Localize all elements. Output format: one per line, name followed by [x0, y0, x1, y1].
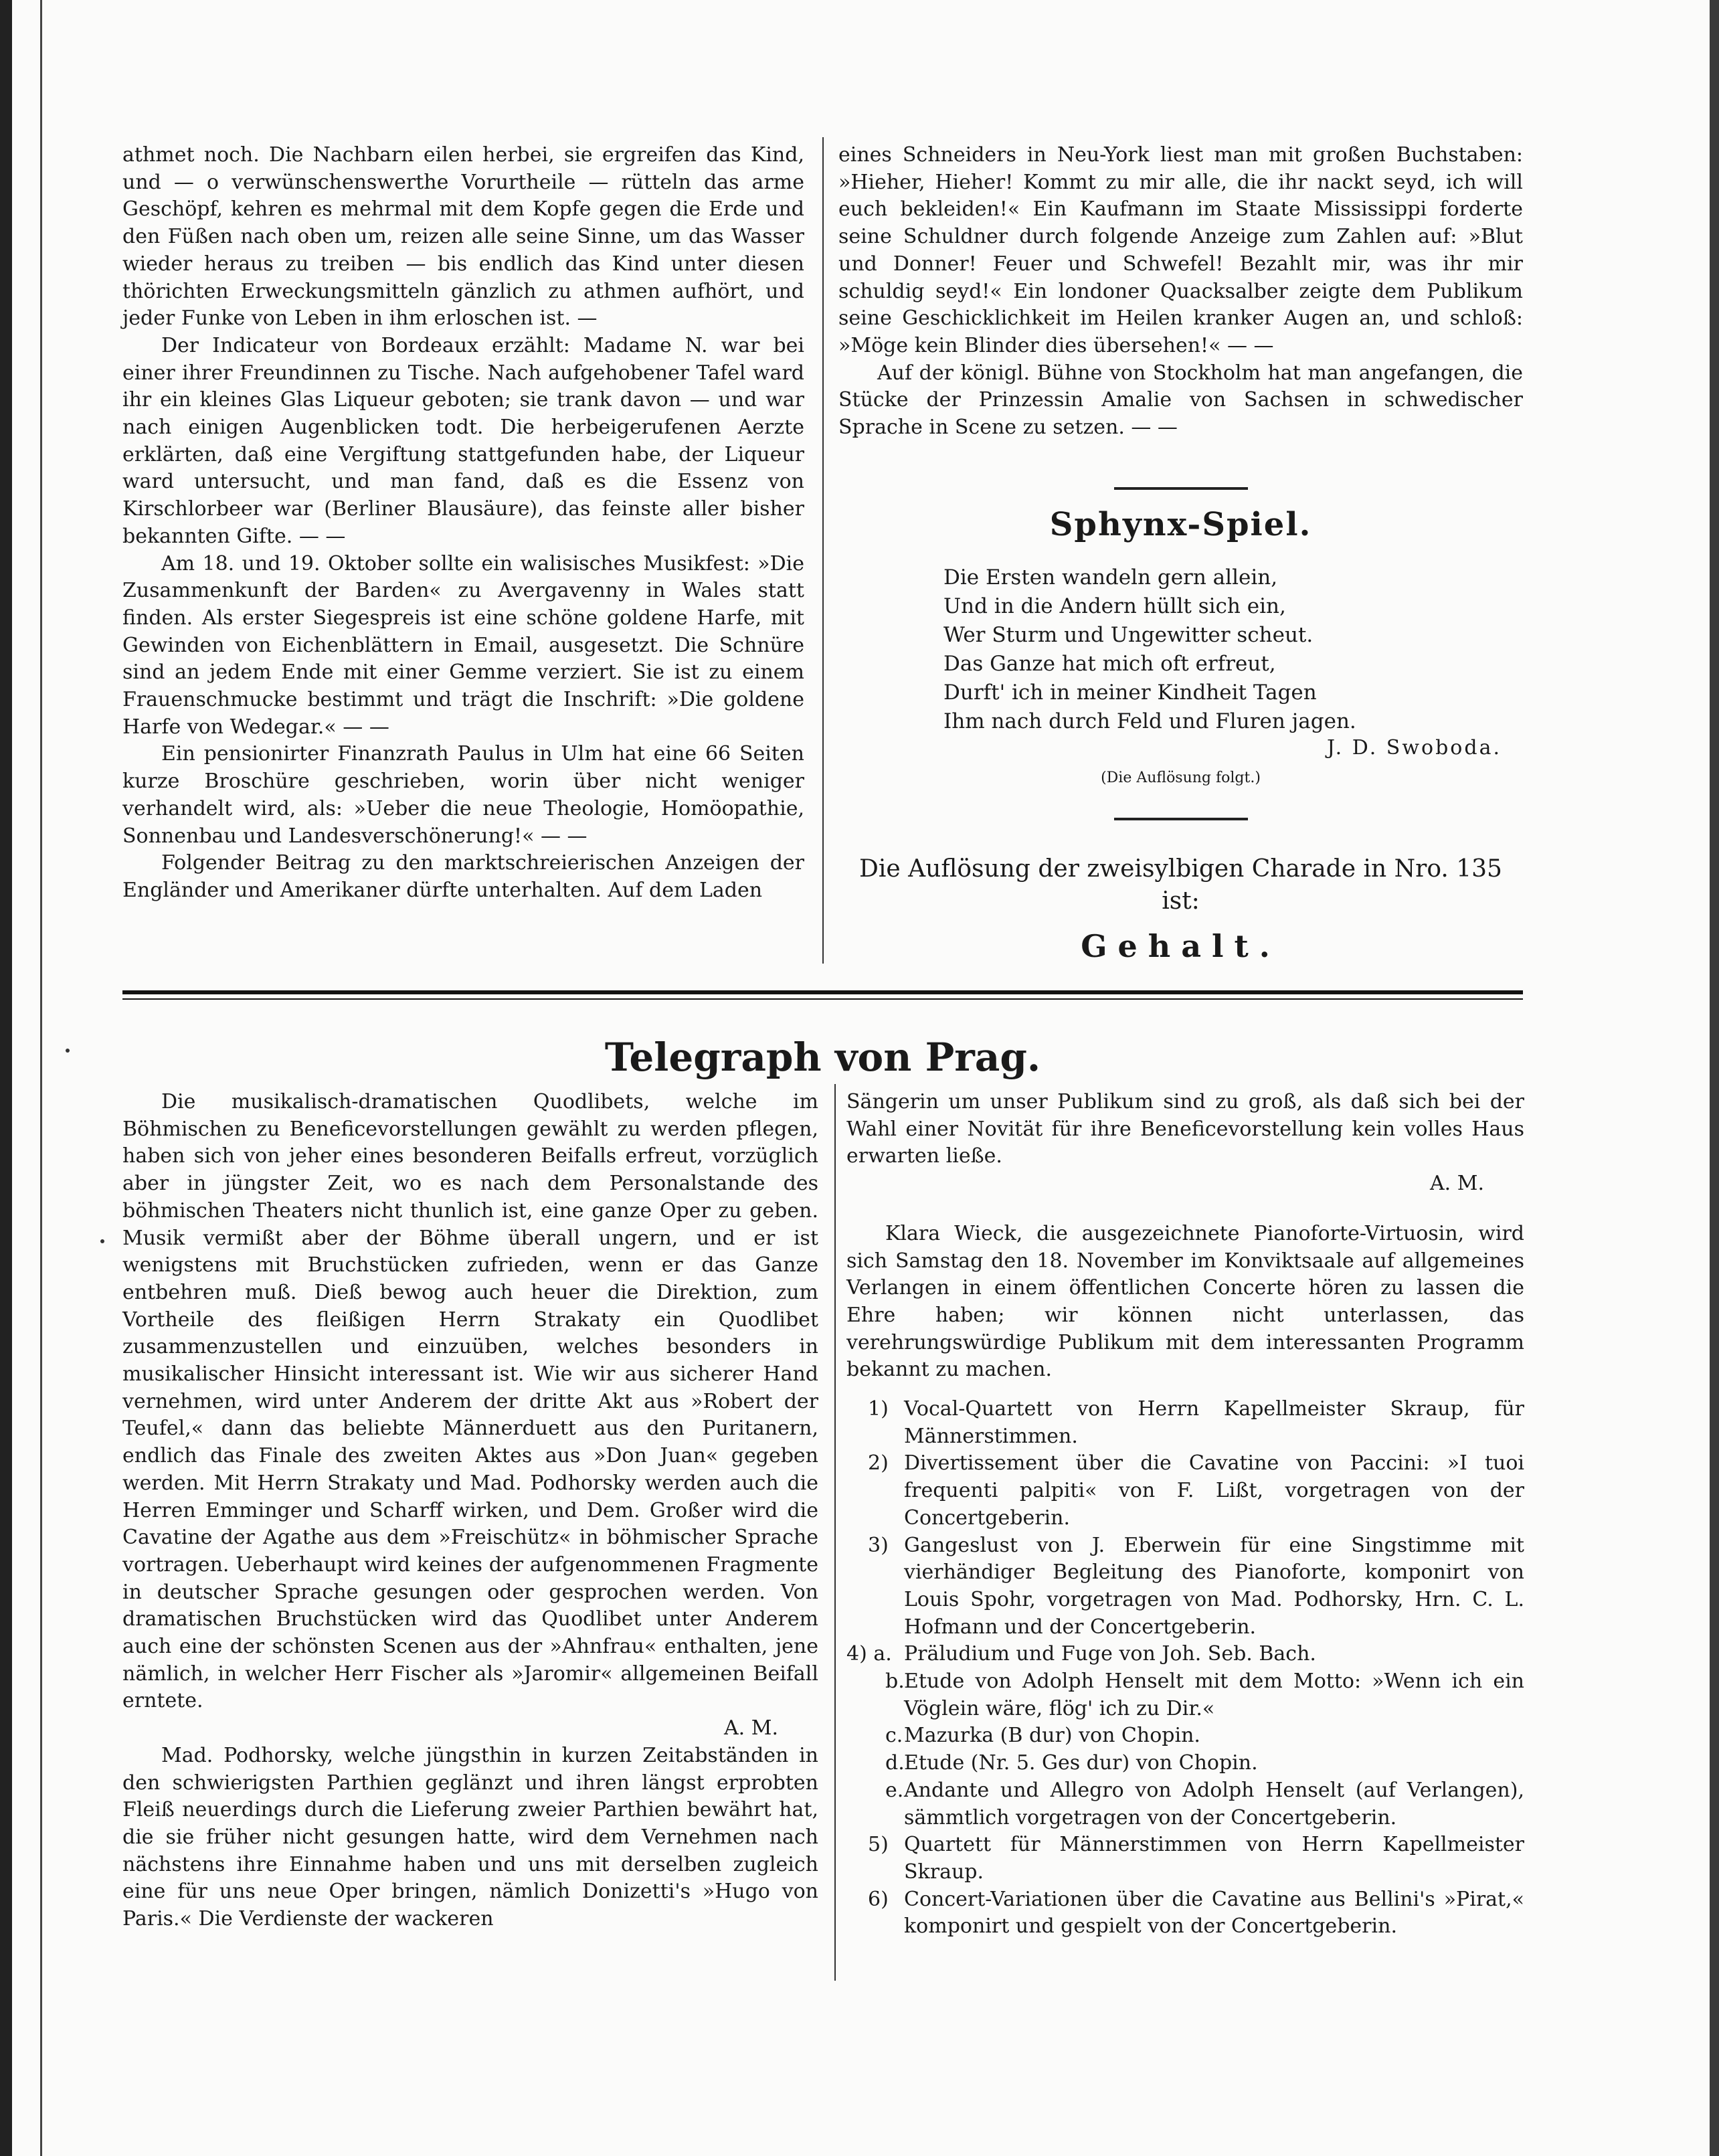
article-paragraph: Mad. Podhorsky, welche jüngsthin in kurzen Zeitabständen in den schwierigsten Parthien geglänzt und ihren längst erprobten Fleiß neuerdings durch die Lieferung zweier Parthien bewährt hat, die sie früher nicht gesungen hatte, wird dem Vernehmen nach nächstens ihre Einnahme haben und uns mit derselben zugleich eine für uns neue Oper bringen, nämlich Donizetti's »Hugo von Paris.« Die Verdienste der wackeren — [122, 1743, 818, 1931]
poem-line: Das Ganze hat mich oft erfreut, — [943, 652, 1276, 676]
section-divider — [1114, 487, 1248, 490]
program-item: 5) Quartett für Männerstimmen von Herrn Kapellmeister Skraup. — [868, 1833, 1524, 1884]
article-paragraph: Folgender Beitrag zu den marktschreierischen Anzeigen der Engländer und Amerikaner dürfte unterhalten. Auf dem Laden — [122, 851, 804, 902]
program-item: 1) Vocal-Quartett von Herrn Kapellmeister Skraup, für Männerstimmen. — [868, 1397, 1524, 1448]
scan-edge-left — [0, 0, 12, 2156]
column-divider-bottom — [834, 1084, 836, 1981]
top-right-column — [838, 142, 1523, 442]
column-divider-top — [822, 137, 824, 964]
top-left-column — [122, 142, 804, 905]
poem-line: Ihm nach durch Feld und Fluren jagen. — [943, 709, 1356, 733]
program-item: c. Mazurka (B dur) von Chopin. — [885, 1724, 1200, 1748]
concert-program — [846, 1396, 1524, 1941]
solution-line: Die Auflösung der zweisylbigen Charade in Nro. 135 — [859, 855, 1502, 883]
poem-line: Die Ersten wandeln gern allein, — [943, 565, 1278, 590]
solution-follows-note: (Die Auflösung folgt.) — [1101, 770, 1261, 786]
program-item: 3) Gangeslust von J. Eberwein für eine Singstimme mit vierhändiger Begleitung des Pianoforte, komponirt von Louis Spohr, vorgetragen von Mad. Podhorsky, Hrn. C. L. Hofmann und der Concertgeberin. — [868, 1533, 1524, 1639]
article-paragraph: Am 18. und 19. Oktober sollte ein walisisches Musikfest: »Die Zusammenkunft der Barden« zu Avergavenny in Wales statt finden. Als erster Siegespreis ist eine schöne goldene Harfe, mit Gewinden von Eichenblättern in Email, ausgesetzt. Die Schnüre sind an jedem Ende mit einer Gemme verziert. Sie ist zu einem Frauenschmucke bestimmt und trägt die Inschrift: »Die goldene Harfe von Wedegar.« — — — [122, 551, 804, 739]
bottom-left-column — [122, 1089, 818, 1933]
section-rule-thin — [122, 998, 1523, 1000]
article-paragraph: Der Indicateur von Bordeaux erzählt: Madame N. war bei einer ihrer Freundinnen zu Tische. Nach aufgehobener Tafel ward ihr ein kleines Glas Liqueur geboten; sie trank davon — und war nach einigen Augenblicken todt. Die herbeigerufenen Aerzte erklärten, daß eine Vergiftung stattgefunden habe, der Liqueur ward untersucht, und man fand, daß es die Essenz von Kirschlorbeer war (Berliner Blausäure), das feinste aller bisher bekannten Gifte. — — — [122, 333, 804, 548]
bottom-right-column — [846, 1089, 1524, 1941]
article-paragraph: Die musikalisch-dramatischen Quodlibets, welche im Böhmischen zu Beneficevorstellungen gewählt zu werden pflegen, haben sich von jeher eines besonderen Beifalls erfreut, vorzüglich aber in jüngster Zeit, wo es nach dem Personalstande des böhmischen Theaters nicht thunlich ist, eine ganze Oper zu geben. Musik vermißt aber der Böhme überall ungern, und er ist wenigstens mit Bruchstücken zufrieden, wenn er das Ganze entbehren muß. Dieß bewog auch heuer die Direktion, zum Vortheile des fleißigen Herrn Strakaty ein Quodlibet zusammenzustellen und einzuüben, welches besonders in musikalischer Hinsicht interessant ist. Wie wir aus sicherer Hand vernehmen, wird unter Anderem der dritte Akt aus »Robert der Teufel,« dann das beliebte Männerduett aus den Puritanern, endlich das Finale des zweiten Aktes aus »Don Juan« gegeben werden. Mit Herrn Strakaty und Mad. Podhorsky werden auch die Herren Emminger und Scharff wirken, und Dem. Großer wird die Cavatine der Agathe aus dem »Freischütz« in böhmischer Sprache vortragen. Ueberhaupt wird keines der aufgenommenen Fragmente in deutscher Sprache gesungen oder gesprochen werden. Von dramatischen Bruchstücken wird das Quodlibet unter Anderem auch eine der schönsten Scenen aus der »Ahnfrau« enthalten, jene nämlich, in welcher Herr Fischer als »Jaromir« allgemeinen Beifall erntete. — [122, 1090, 818, 1713]
poem-author: J. D. Swoboda. — [1326, 736, 1502, 759]
article-signature: A. M. — [1430, 1172, 1484, 1196]
program-item: d. Etude (Nr. 5. Ges dur) von Chopin. — [885, 1751, 1258, 1775]
scan-binding-line — [40, 0, 42, 2156]
article-signature: A. M. — [724, 1716, 778, 1740]
charade-solution-heading — [838, 853, 1523, 917]
section-rule-thick — [122, 990, 1523, 994]
solution-line: ist: — [1162, 887, 1200, 915]
scan-speck — [100, 1239, 104, 1243]
scan-speck — [66, 1049, 70, 1053]
article-paragraph: Ein pensionirter Finanzrath Paulus in Ulm hat eine 66 Seiten kurze Broschüre geschrieben, worin über nicht weniger verhandelt wird, als: »Ueber die neue Theologie, Homöopathie, Sonnenbau und Landesverschönerung!« — — — [122, 742, 804, 848]
article-paragraph: Sängerin um unser Publikum sind zu groß, als daß sich bei der Wahl einer Novität für ihre Beneficevorstellung kein volles Haus erwarten ließe. — [846, 1090, 1524, 1168]
program-item: e. Andante und Allegro von Adolph Henselt (auf Verlangen), sämmtlich vorgetragen von der Concertgeberin. — [885, 1778, 1524, 1829]
article-paragraph: Klara Wieck, die ausgezeichnete Pianoforte-Virtuosin, wird sich Samstag den 18. November im Konviktsaale auf allgemeines Verlangen in einem öffentlichen Concerte hören zu lassen die Ehre haben; wir können nicht unterlassen, das verehrungswürdige Publikum mit dem interessanten Programm bekannt zu machen. — [846, 1221, 1524, 1382]
poem-line: Wer Sturm und Ungewitter scheut. — [943, 623, 1314, 647]
program-item: b. Etude von Adolph Henselt mit dem Motto: »Wenn ich ein Vöglein wäre, flög' ich zu Dir.« — [885, 1670, 1524, 1720]
solution-word: Gehalt. — [1081, 928, 1281, 964]
article-paragraph: Auf der königl. Bühne von Stockholm hat man angefangen, die Stücke der Prinzessin Amalie von Sachsen in schwedischer Sprache in Scene zu setzen. — — — [838, 361, 1523, 440]
sphinx-title: Sphynx-Spiel. — [1049, 506, 1312, 543]
program-item: 6) Concert-Variationen über die Cavatine aus Bellini's »Pirat,« komponirt und gespielt von der Concertgeberin. — [868, 1887, 1524, 1939]
poem-line: Durft' ich in meiner Kindheit Tagen — [943, 681, 1317, 705]
sphinx-poem — [943, 563, 1492, 736]
scan-edge-right — [1710, 0, 1719, 2156]
section-divider — [1114, 818, 1248, 820]
poem-line: Und in die Andern hüllt sich ein, — [943, 594, 1286, 618]
article-paragraph: eines Schneiders in Neu-York liest man mit großen Buchstaben: »Hieher, Hieher! Kommt zu mir alle, die ihr nackt seyd, ich will euch bekleiden!« Ein Kaufmann im Staate Mississippi forderte seine Schuldner durch folgende Anzeige zum Zahlen auf: »Blut und Donner! Feuer und Schwefel! Bezahlt mir, was ihr mir schuldig seyd!« Ein londoner Quacksalber zeigte dem Publikum seine Geschicklichkeit im Heilen kranker Augen an, und schloß: »Möge kein Blinder dies übersehen!« — — — [838, 143, 1523, 357]
telegraph-heading: Telegraph von Prag. — [604, 1035, 1041, 1080]
program-item: 4) a. Präludium und Fuge von Joh. Seb. Bach. — [846, 1642, 1316, 1666]
program-item: 2) Divertissement über die Cavatine von Paccini: »I tuoi frequenti palpiti« von F. Lißt, vorgetragen von der Concertgeberin. — [868, 1451, 1524, 1530]
article-paragraph: athmet noch. Die Nachbarn eilen herbei, sie ergreifen das Kind, und — o verwünschenswerthe Vorurtheile — rütteln das arme Geschöpf, kehren es mehrmal mit dem Kopfe gegen die Erde und den Füßen nach oben um, reizen alle seine Sinne, um das Wasser wieder heraus zu treiben — bis endlich das Kind unter diesen thörichten Erweckungsmitteln gänzlich zu athmen aufhört, und jeder Funke von Leben in ihm erloschen ist. — — [122, 143, 804, 331]
